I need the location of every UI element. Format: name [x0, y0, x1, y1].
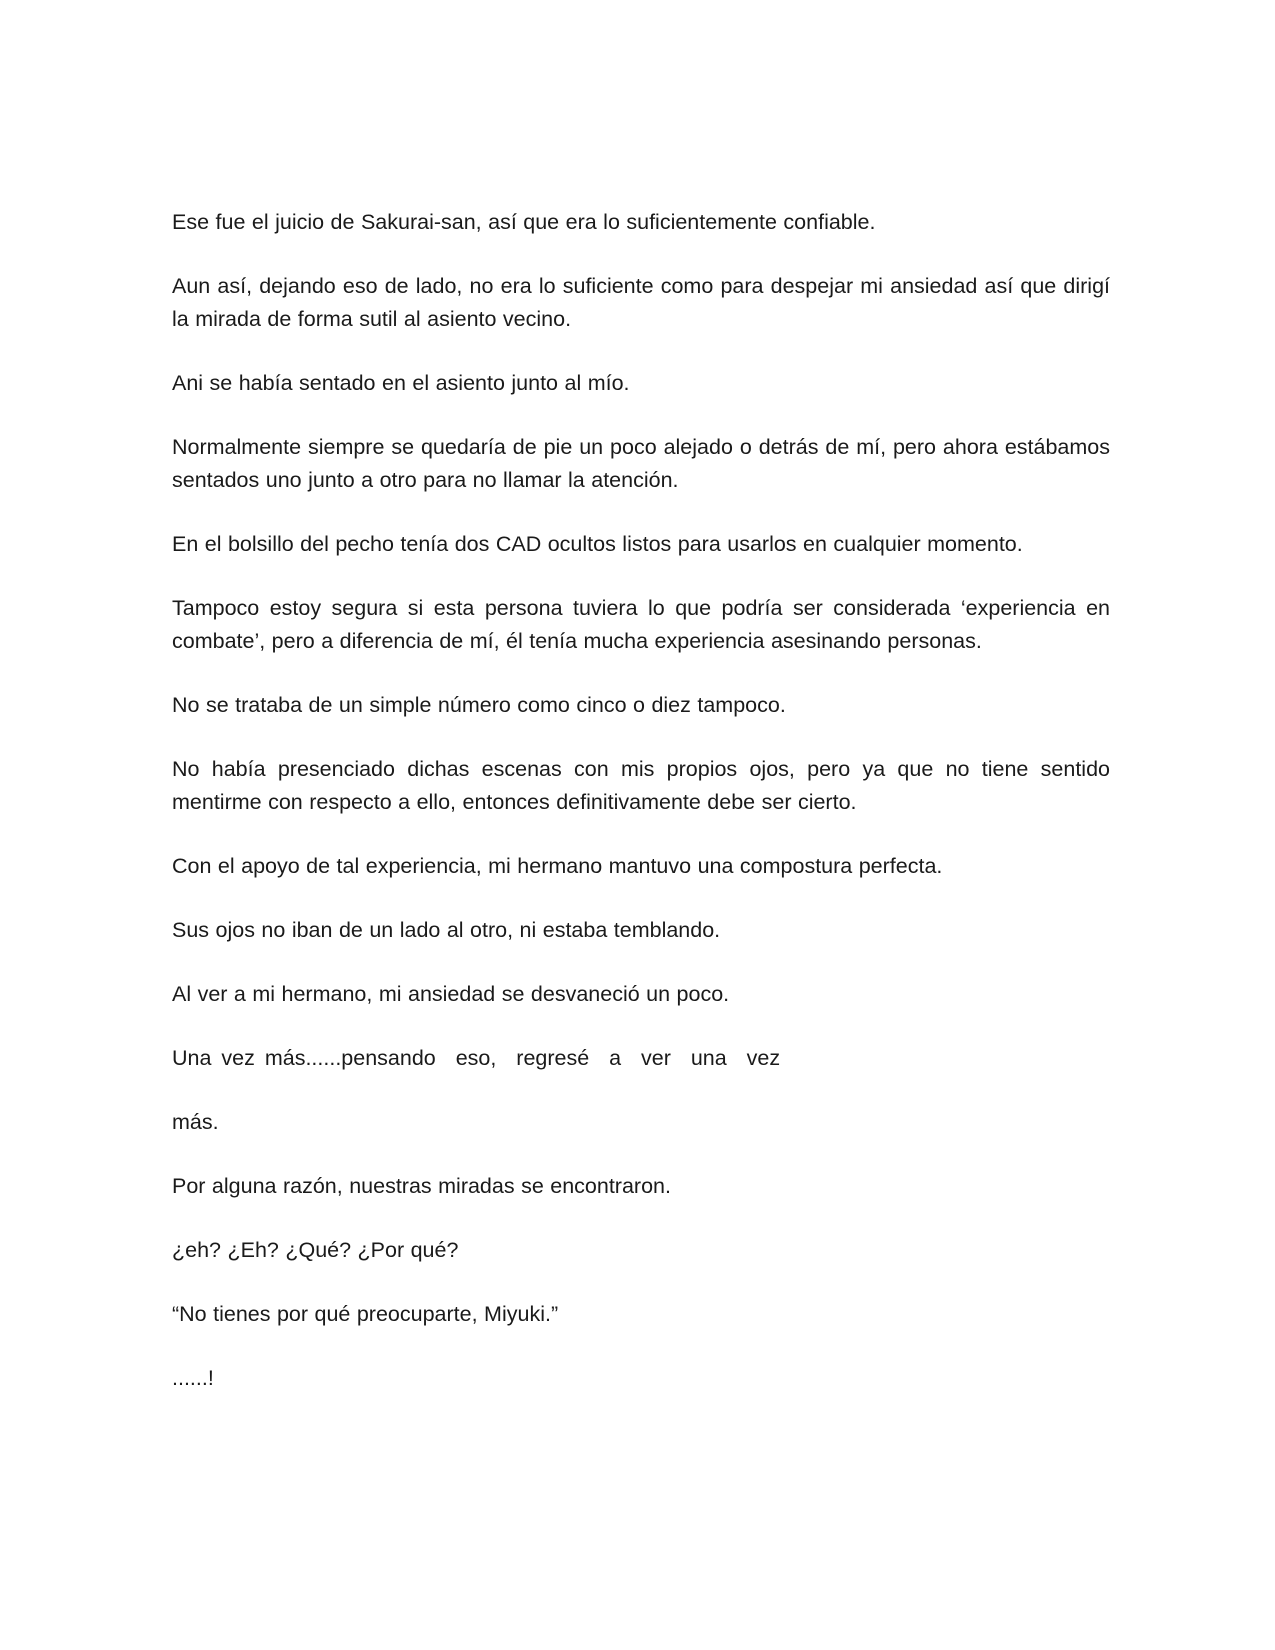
paragraph: Por alguna razón, nuestras miradas se encontraron. — [172, 1174, 671, 1198]
paragraph: Ese fue el juicio de Sakurai-san, así que era lo suficientemente confiable. — [172, 210, 876, 234]
paragraph: Una vez más......pensando eso, regresé a ver una vez — [172, 1046, 781, 1070]
paragraph: No se trataba de un simple número como cinco o diez tampoco. — [172, 693, 786, 717]
paragraph: “No tienes por qué preocuparte, Miyuki.” — [172, 1302, 559, 1326]
paragraph: Con el apoyo de tal experiencia, mi hermano mantuvo una compostura perfecta. — [172, 854, 943, 878]
paragraph: Al ver a mi hermano, mi ansiedad se desvaneció un poco. — [172, 982, 730, 1006]
paragraph: Ani se había sentado en el asiento junto al mío. — [172, 371, 630, 395]
paragraph: En el bolsillo del pecho tenía dos CAD ocultos listos para usarlos en cualquier momento. — [172, 532, 1023, 556]
paragraph: Tampoco estoy segura si esta persona tuviera lo que podría ser considerada ‘experiencia en combate’, pero a diferencia de mí, él tenía mucha experiencia asesinando personas. — [172, 596, 1110, 653]
paragraph: Sus ojos no iban de un lado al otro, ni estaba temblando. — [172, 918, 721, 942]
paragraph: ¿eh? ¿Eh? ¿Qué? ¿Por qué? — [172, 1238, 459, 1262]
paragraph: Normalmente siempre se quedaría de pie un poco alejado o detrás de mí, pero ahora estábamos sentados uno junto a otro para no llamar la atención. — [172, 435, 1110, 492]
paragraph: Aun así, dejando eso de lado, no era lo suficiente como para despejar mi ansiedad así que dirigí la mirada de forma sutil al asiento vecino. — [172, 274, 1110, 331]
paragraph: ......! — [172, 1366, 214, 1390]
paragraph: No había presenciado dichas escenas con mis propios ojos, pero ya que no tiene sentido mentirme con respecto a ello, entonces definitivamente debe ser cierto. — [172, 757, 1110, 814]
paragraph: más. — [172, 1110, 219, 1134]
